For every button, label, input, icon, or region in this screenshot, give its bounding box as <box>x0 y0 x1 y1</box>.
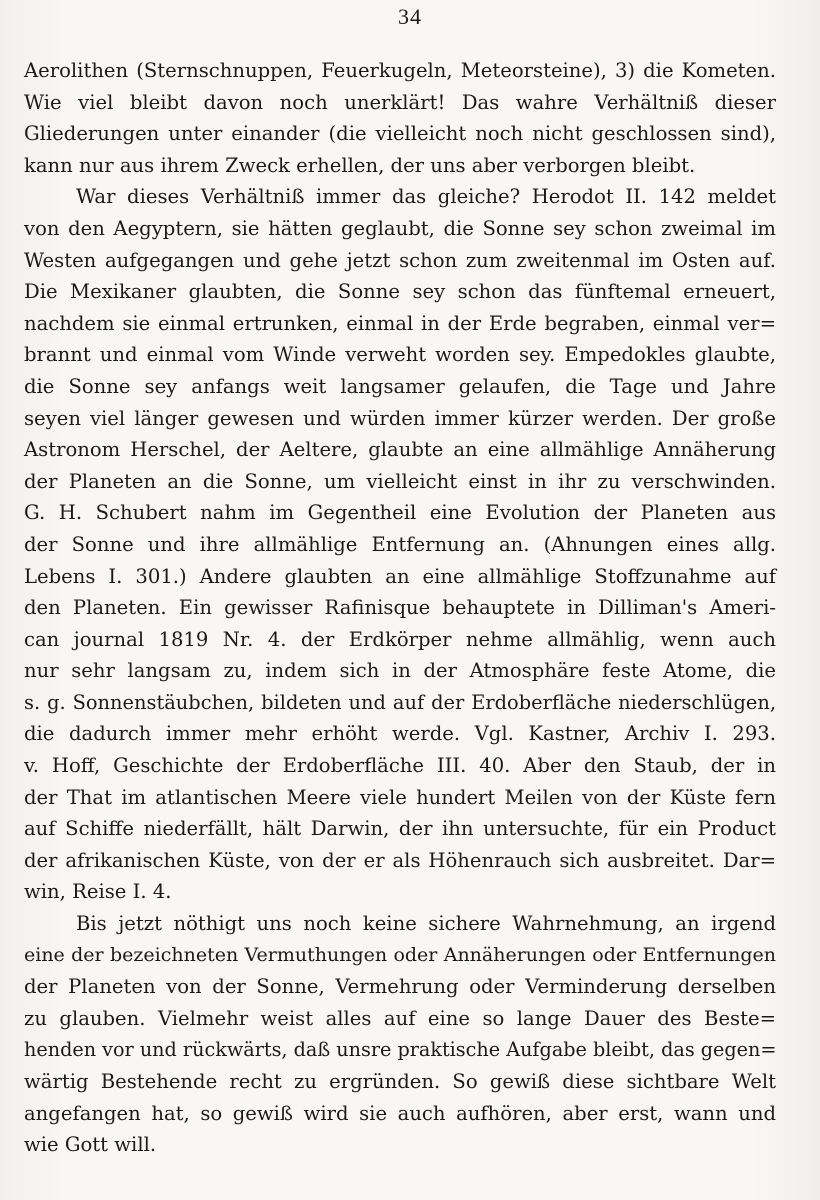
text-line: zu glauben. Vielmehr weist alles auf eine so lange Dauer des Beste= <box>24 1006 776 1030</box>
text-line: G. H. Schubert nahm im Gegentheil eine Evolution der Planeten aus <box>24 501 776 525</box>
text-line: der Planeten von der Sonne, Vermehrung oder Verminderung derselben <box>24 975 776 999</box>
text-line: eine der bezeichneten Vermuthungen oder Annäherungen oder Entfernungen <box>24 943 776 966</box>
text-line: seyen viel länger gewesen und würden immer kürzer werden. Der große <box>24 406 776 430</box>
text-line: brannt und einmal vom Winde verweht worden sey. Empedokles glaubte, <box>24 343 776 367</box>
text-line: der Sonne und ihre allmählige Entfernung an. (Ahnungen eines allg. <box>24 532 776 556</box>
text-line: der Planeten an die Sonne, um vielleicht einst in ihr zu verschwinden. <box>24 469 776 493</box>
text-line: Westen aufgegangen und gehe jetzt schon zum zweitenmal im Osten auf. <box>24 248 776 272</box>
text-line: angefangen hat, so gewiß wird sie auch aufhören, aber erst, wann und <box>24 1101 776 1125</box>
text-line: wie Gott will. <box>24 1133 157 1157</box>
text-line: der afrikanischen Küste, von der er als Höhenrauch sich ausbreitet. Dar= <box>24 848 776 872</box>
paragraph <box>24 55 776 181</box>
text-line: Gliederungen unter einander (die vielleicht noch nicht geschlossen sind), <box>24 122 776 146</box>
text-line: von den Aegyptern, sie hätten geglaubt, die Sonne sey schon zweimal im <box>24 216 776 240</box>
text-line: die Sonne sey anfangs weit langsamer gelaufen, die Tage und Jahre <box>24 374 776 398</box>
text-line: win, Reise I. 4. <box>24 880 172 904</box>
text-line: War dieses Verhältniß immer das gleiche? Herodot II. 142 meldet <box>76 185 776 209</box>
text-line: nur sehr langsam zu, indem sich in der Atmosphäre feste Atome, die <box>24 659 776 683</box>
page-number: 34 <box>398 4 422 29</box>
text-line: nachdem sie einmal ertrunken, einmal in der Erde begraben, einmal ver= <box>24 311 776 335</box>
text-line: Wie viel bleibt davon noch unerklärt! Das wahre Verhältniß dieser <box>24 90 776 114</box>
body-text <box>24 55 776 1161</box>
text-line: henden vor und rückwärts, daß unsre praktische Aufgabe bleibt, das gegen= <box>24 1038 777 1062</box>
text-line: den Planeten. Ein gewisser Rafinisque behauptete in Dilliman's Ameri- <box>24 596 776 620</box>
text-line: die dadurch immer mehr erhöht werde. Vgl. Kastner, Archiv I. 293. <box>24 722 776 746</box>
text-line: auf Schiffe niederfällt, hält Darwin, der ihn untersuchte, für ein Product <box>24 817 776 841</box>
paragraph <box>24 181 776 908</box>
text-line: Lebens I. 301.) Andere glaubten an eine allmählige Stoffzunahme auf <box>24 564 776 588</box>
text-line: Astronom Herschel, der Aeltere, glaubte an eine allmählige Annäherung <box>24 438 776 462</box>
text-line: Bis jetzt nöthigt uns noch keine sichere Wahrnehmung, an irgend <box>76 912 776 936</box>
text-line: der That im atlantischen Meere viele hundert Meilen von der Küste fern <box>24 785 776 809</box>
text-line: Die Mexikaner glaubten, die Sonne sey schon das fünftemal erneuert, <box>24 280 776 304</box>
text-line: s. g. Sonnenstäubchen, bildeten und auf der Erdoberfläche niederschlügen, <box>24 690 776 714</box>
text-line: v. Hoff, Geschichte der Erdoberfläche III. 40. Aber den Staub, der in <box>24 754 776 778</box>
paragraph <box>24 908 776 1161</box>
text-line: wärtig Bestehende recht zu ergründen. So gewiß diese sichtbare Welt <box>24 1070 776 1093</box>
text-line: kann nur aus ihrem Zweck erhellen, der uns aber verborgen bleibt. <box>24 153 696 177</box>
text-line: can journal 1819 Nr. 4. der Erdkörper nehme allmählig, wenn auch <box>24 627 776 651</box>
text-line: Aerolithen (Sternschnuppen, Feuerkugeln, Meteorsteine), 3) die Kometen. <box>24 59 776 82</box>
